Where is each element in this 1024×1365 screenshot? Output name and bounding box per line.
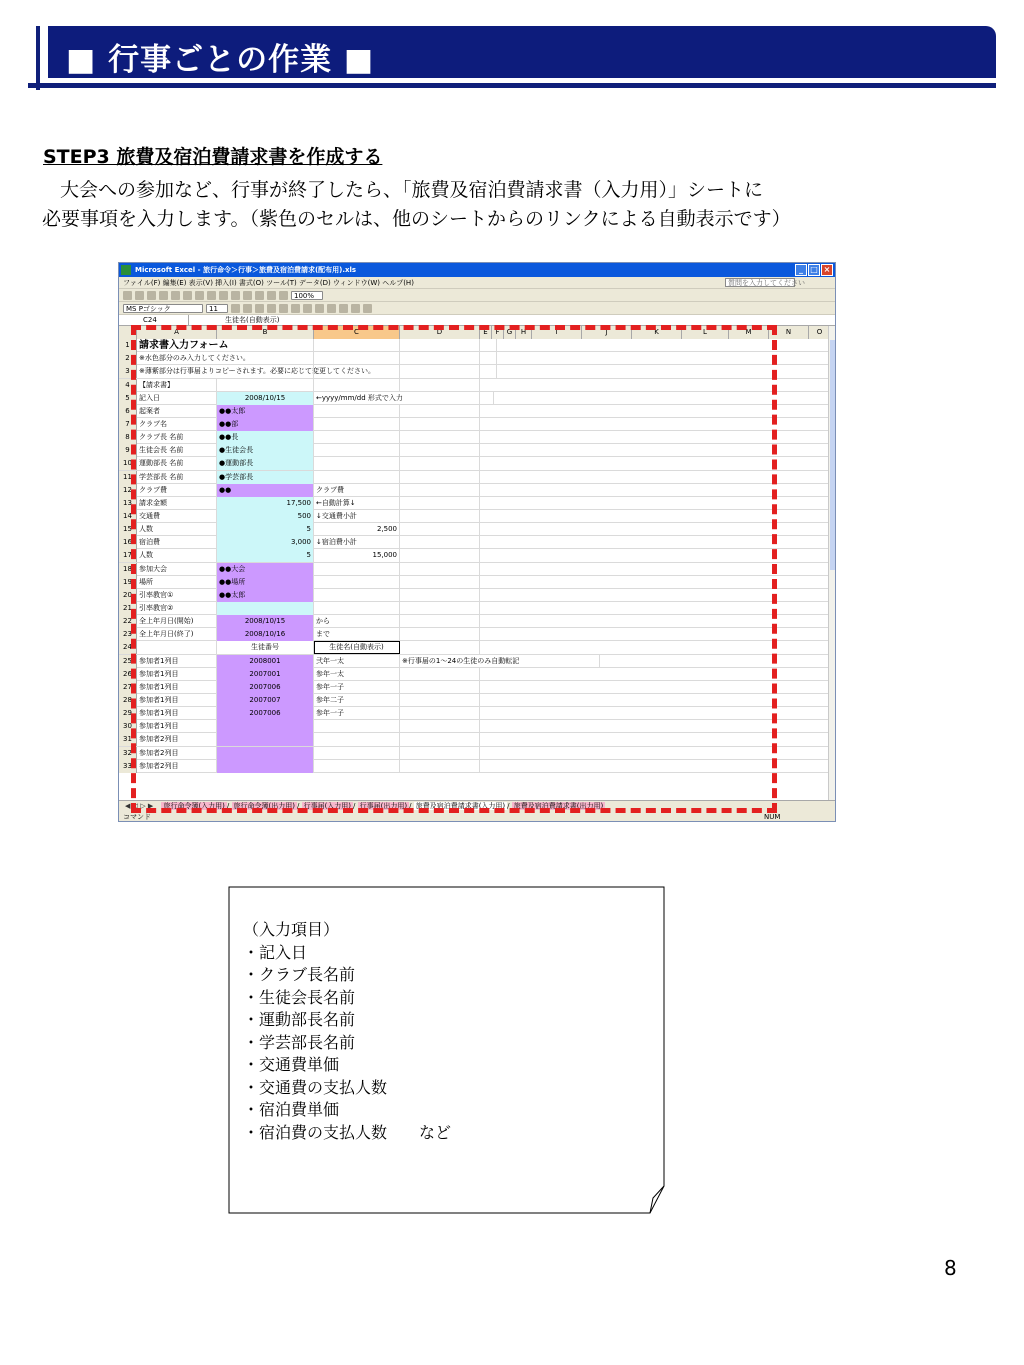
note-item: ・交通費単価	[243, 1055, 340, 1074]
cell-d[interactable]	[400, 523, 480, 536]
print-icon[interactable]	[159, 291, 168, 300]
help-search-input[interactable]: 質問を入力してください	[725, 278, 795, 287]
cell-d[interactable]	[400, 668, 480, 681]
cell-d[interactable]	[400, 747, 480, 760]
cell-d[interactable]	[400, 405, 480, 418]
cell-c[interactable]	[314, 379, 400, 392]
note-item: ・記入日	[243, 942, 308, 962]
table-row	[119, 707, 831, 720]
column-header[interactable]: H	[516, 326, 532, 339]
table-row	[119, 523, 831, 536]
row-number[interactable]: 26	[119, 668, 137, 681]
cell-c[interactable]	[314, 720, 400, 733]
cell-c[interactable]: クラブ費	[314, 484, 400, 497]
table-row	[119, 681, 831, 694]
status-mode: コマンド	[123, 813, 151, 821]
cell-a[interactable]: 参加者1列目	[137, 681, 217, 694]
sum-icon[interactable]	[255, 291, 264, 300]
row-number[interactable]: 7	[119, 418, 137, 431]
table-row	[119, 602, 831, 615]
excel-app-icon	[121, 265, 131, 275]
sheet-tab[interactable]: 旅費及宿泊費請求書(出力用)	[513, 802, 604, 810]
row-number[interactable]: 20	[119, 589, 137, 602]
cell-b[interactable]: ●運動部長	[217, 457, 314, 470]
table-row	[119, 628, 831, 641]
cell-c[interactable]	[314, 431, 400, 444]
row-number[interactable]: 32	[119, 747, 137, 760]
step-description	[42, 176, 791, 234]
table-row	[119, 497, 831, 510]
table-row	[119, 536, 831, 549]
cell-d[interactable]	[400, 536, 480, 549]
cell-d[interactable]	[400, 431, 480, 444]
cell-c[interactable]	[314, 563, 400, 576]
table-row	[119, 576, 831, 589]
minimize-icon[interactable]: _	[795, 264, 807, 276]
cell-b[interactable]: 5	[217, 549, 314, 562]
undo-icon[interactable]	[231, 291, 240, 300]
note-heading: （入力項目）	[243, 920, 340, 939]
cell-c[interactable]: ↓宿泊費小計	[314, 536, 400, 549]
note-item: ・学芸部長名前	[243, 1032, 356, 1052]
highlight-frame-left	[131, 325, 136, 813]
note-item: ・クラブ長名前	[243, 965, 356, 984]
note-item: ・宿泊費単価	[243, 1100, 340, 1119]
description-line-2: 必要事項を入力します。（紫色のセルは、他のシートからのリンクによる自動表示です）	[42, 208, 791, 230]
fill-color-icon[interactable]	[351, 304, 360, 313]
cell-d[interactable]	[400, 444, 480, 457]
cell-c[interactable]	[314, 418, 400, 431]
cell-b[interactable]: 2008/10/15	[217, 615, 314, 628]
cell-a[interactable]: 参加者2列目	[137, 733, 217, 746]
cell-c[interactable]	[314, 576, 400, 589]
save-icon[interactable]	[147, 291, 156, 300]
column-header[interactable]: A	[137, 326, 217, 339]
cell-d[interactable]	[400, 641, 480, 654]
cell-d[interactable]	[400, 418, 480, 431]
cell-b[interactable]: ●生徒会長	[217, 444, 314, 457]
new-icon[interactable]	[123, 291, 132, 300]
merge-icon[interactable]	[303, 304, 312, 313]
row-number[interactable]: 13	[119, 497, 137, 510]
table-row	[119, 760, 831, 773]
table-row	[119, 733, 831, 746]
cell-d[interactable]	[400, 694, 480, 707]
cell-d[interactable]	[400, 720, 480, 733]
cell-d[interactable]	[400, 681, 480, 694]
open-icon[interactable]	[135, 291, 144, 300]
cell-a[interactable]: 参加者2列目	[137, 760, 217, 773]
note-item: ・運動部長名前	[243, 1010, 356, 1029]
cell-d[interactable]	[400, 352, 480, 365]
note-item: ・交通費の支払人数	[243, 1077, 388, 1097]
excel-window-title: Microsoft Excel - 旅行命令＞行事＞旅費及宿泊費請求(配布用).xls	[135, 266, 357, 274]
cell-d[interactable]	[400, 457, 480, 470]
cell-a[interactable]: 【請求書】	[137, 379, 217, 392]
row-number[interactable]: 27	[119, 681, 137, 694]
header-underline	[28, 83, 996, 88]
note-item: ・宿泊費の支払人数 など	[243, 1122, 452, 1142]
cell-b[interactable]: ●●太郎	[217, 405, 314, 418]
cell-c[interactable]	[314, 602, 400, 615]
sheet-tab-active[interactable]: 旅費及宿泊費請求書(入力用)	[415, 802, 506, 810]
header-accent-line	[36, 26, 40, 90]
column-header[interactable]: M	[729, 326, 769, 339]
cell-c[interactable]: ←yyyy/mm/dd 形式で入力	[314, 392, 494, 405]
sort-icon[interactable]	[267, 291, 276, 300]
cell-a[interactable]: 運動部長 名前	[137, 457, 217, 470]
row-number[interactable]: 11	[119, 471, 137, 484]
close-icon[interactable]: ×	[821, 264, 833, 276]
table-row	[119, 457, 831, 470]
column-header[interactable]: N	[769, 326, 809, 339]
step-heading: STEP3 旅費及宿泊費請求書を作成する	[43, 146, 383, 168]
cell-d[interactable]	[400, 602, 480, 615]
cell-a[interactable]: 学芸部長 名前	[137, 471, 217, 484]
cell-a[interactable]: 人数	[137, 523, 217, 536]
font-size-select[interactable]: 11	[206, 304, 228, 313]
cell-a[interactable]: 参加者1列目	[137, 668, 217, 681]
cell-b[interactable]	[217, 379, 314, 392]
cell-a[interactable]: クラブ長 名前	[137, 431, 217, 444]
cell-a[interactable]: 参加者1列目	[137, 720, 217, 733]
cell-c[interactable]	[314, 352, 400, 365]
table-row	[119, 615, 831, 628]
column-header[interactable]: I	[532, 326, 582, 339]
cell-b[interactable]: ●●	[217, 484, 314, 497]
cell-a[interactable]: クラブ費	[137, 484, 217, 497]
cell-a[interactable]: 交通費	[137, 510, 217, 523]
cell-a[interactable]: ※薄紫部分は行事届よりコピーされます。必要に応じて変更してください。	[137, 365, 497, 378]
row-number[interactable]: 22	[119, 615, 137, 628]
cell-a[interactable]	[137, 641, 217, 654]
sheet-tab[interactable]: 旅行命令簿(入力用)	[163, 802, 225, 810]
cell-a[interactable]: 宿泊費	[137, 536, 217, 549]
cell-b[interactable]: 2008/10/15	[217, 392, 314, 405]
border-icon[interactable]	[339, 304, 348, 313]
cell-c[interactable]	[314, 733, 400, 746]
row-number[interactable]: 2	[119, 352, 137, 365]
sheet-tab[interactable]: 行事届(入力用)	[303, 802, 352, 810]
cell-c[interactable]: から	[314, 615, 400, 628]
cell-d[interactable]	[400, 615, 480, 628]
table-row	[119, 379, 831, 392]
cell-c[interactable]: 2,500	[314, 523, 400, 536]
excel-menu-bar	[119, 277, 835, 289]
row-number[interactable]: 21	[119, 602, 137, 615]
row-number[interactable]: 9	[119, 444, 137, 457]
cell-d[interactable]	[400, 379, 480, 392]
row-number[interactable]: 6	[119, 405, 137, 418]
table-row	[119, 563, 831, 576]
cell-d[interactable]	[400, 589, 480, 602]
copy-icon[interactable]	[207, 291, 216, 300]
cell-b[interactable]	[217, 352, 314, 365]
currency-icon[interactable]	[315, 304, 324, 313]
cell-c[interactable]	[314, 747, 400, 760]
percent-icon[interactable]	[327, 304, 336, 313]
table-row	[119, 444, 831, 457]
table-row	[119, 510, 831, 523]
table-row	[119, 589, 831, 602]
cell-b[interactable]: ●●長	[217, 431, 314, 444]
cell-a[interactable]: 起案者	[137, 405, 217, 418]
preview-icon[interactable]	[171, 291, 180, 300]
note-text	[243, 919, 451, 1144]
cell-a[interactable]: 生徒会長 名前	[137, 444, 217, 457]
cell-d[interactable]	[400, 549, 480, 562]
standard-toolbar	[119, 289, 835, 302]
cell-b[interactable]: ●●部	[217, 418, 314, 431]
table-row	[119, 471, 831, 484]
font-color-icon[interactable]	[363, 304, 372, 313]
table-row	[119, 365, 831, 378]
cell-c[interactable]: ←自動計算↓	[314, 497, 400, 510]
row-number[interactable]: 10	[119, 457, 137, 470]
cell-d[interactable]	[400, 484, 480, 497]
maximize-icon[interactable]: □	[808, 264, 820, 276]
cell-b[interactable]: ●●太郎	[217, 589, 314, 602]
cell-d[interactable]	[400, 733, 480, 746]
cell-a[interactable]: 記入日	[137, 392, 217, 405]
cell-a[interactable]: 参加者2列目	[137, 747, 217, 760]
cell-b[interactable]: 2008001	[217, 655, 314, 668]
cell-b[interactable]: 2007007	[217, 694, 314, 707]
cell-c[interactable]: 参年一子	[314, 707, 400, 720]
cell-b[interactable]: 5	[217, 523, 314, 536]
cell-c[interactable]: まで	[314, 628, 400, 641]
sheet-rows	[119, 339, 831, 773]
cell-a[interactable]: 人数	[137, 549, 217, 562]
table-row	[119, 720, 831, 733]
cell-d[interactable]	[400, 510, 480, 523]
cell-b[interactable]	[217, 747, 314, 760]
column-header[interactable]: L	[682, 326, 729, 339]
cell-d[interactable]	[400, 497, 480, 510]
cell-c[interactable]: 参年一太	[314, 668, 400, 681]
cell-b[interactable]: 2007006	[217, 681, 314, 694]
page-number: 8	[944, 1256, 957, 1280]
cell-a[interactable]: 全上年月日(終了)	[137, 628, 217, 641]
cell-d[interactable]	[400, 339, 480, 352]
cell-c[interactable]	[314, 760, 400, 773]
cell-b[interactable]	[217, 720, 314, 733]
spreadsheet-grid	[119, 326, 831, 773]
cut-icon[interactable]	[195, 291, 204, 300]
cell-b[interactable]	[217, 760, 314, 773]
cell-d[interactable]	[400, 707, 480, 720]
row-number[interactable]: 16	[119, 536, 137, 549]
cell-d[interactable]	[400, 576, 480, 589]
table-row	[119, 549, 831, 562]
status-num: NUM	[764, 813, 781, 821]
table-row	[119, 352, 831, 365]
cell-d[interactable]	[400, 760, 480, 773]
column-header[interactable]: E	[480, 326, 492, 339]
align-left-icon[interactable]	[267, 304, 276, 313]
cell-b[interactable]: 生徒番号	[217, 641, 314, 654]
cell-c[interactable]	[314, 471, 400, 484]
sheet-tab-bar: ◀ ◁ ▷ ▶ 旅行命令簿(入力用) / 旅行命令簿(出力用) / 行事届(入力用) / 行事届(出力用) / 旅費及宿泊費請求書(入力用) / 旅費及宿泊費請求書(出力用)	[119, 800, 835, 811]
cell-c[interactable]	[314, 365, 400, 378]
highlight-frame-bottom	[131, 808, 777, 813]
description-line-1: 大会への参加など、行事が終了したら、「旅費及宿泊費請求書（入力用）」シートに	[60, 179, 764, 201]
cell-a[interactable]: 全上年月日(開始)	[137, 615, 217, 628]
table-row	[119, 339, 831, 352]
cell-b[interactable]: 17,500	[217, 497, 314, 510]
cell-a[interactable]: ※水色部分のみ入力してください。	[137, 352, 497, 365]
cell-c[interactable]	[314, 444, 400, 457]
cell-c[interactable]: 弐年一太	[314, 655, 400, 668]
note-item: ・生徒会長名前	[243, 987, 356, 1007]
sheet-tab[interactable]: 行事届(出力用)	[359, 802, 408, 810]
table-row	[119, 405, 831, 418]
cell-b[interactable]	[217, 339, 314, 352]
table-row	[119, 747, 831, 760]
cell-c[interactable]: 参年二子	[314, 694, 400, 707]
cell-b[interactable]: 2007006	[217, 707, 314, 720]
table-row	[119, 655, 831, 668]
row-number[interactable]: 4	[119, 379, 137, 392]
cell-b[interactable]	[217, 733, 314, 746]
cell-a[interactable]: 引率教官①	[137, 589, 217, 602]
cell-c[interactable]	[314, 589, 400, 602]
excel-window	[118, 262, 836, 822]
cell-d[interactable]	[400, 471, 480, 484]
table-row	[119, 418, 831, 431]
cell-c[interactable]: 生徒名(自動表示)	[314, 641, 400, 654]
table-row	[119, 668, 831, 681]
cell-a[interactable]: 請求金額	[137, 497, 217, 510]
column-header[interactable]: G	[504, 326, 516, 339]
bold-icon[interactable]	[231, 304, 240, 313]
cell-c[interactable]	[314, 457, 400, 470]
cell-b[interactable]: ●●大会	[217, 563, 314, 576]
underline-icon[interactable]	[255, 304, 264, 313]
column-header[interactable]: D	[400, 326, 480, 339]
cell-b[interactable]	[217, 365, 314, 378]
page-title: ■ 行事ごとの作業 ■	[66, 42, 375, 78]
cell-a[interactable]: 場所	[137, 576, 217, 589]
menu-items[interactable]: ファイル(F) 編集(E) 表示(V) 挿入(I) 書式(O) ツール(T) データ(D) ウィンドウ(W) ヘルプ(H)	[123, 279, 414, 287]
cell-a[interactable]: 参加者1列目	[137, 655, 217, 668]
cell-b[interactable]: 500	[217, 510, 314, 523]
paste-icon[interactable]	[219, 291, 228, 300]
cell-b[interactable]	[217, 602, 314, 615]
table-row	[119, 641, 831, 654]
column-header[interactable]: F	[492, 326, 504, 339]
cell-d[interactable]	[400, 628, 480, 641]
cell-b[interactable]: 2007001	[217, 668, 314, 681]
table-row	[119, 392, 831, 405]
zoom-select[interactable]: 100%	[291, 291, 323, 300]
row-number[interactable]: 18	[119, 563, 137, 576]
align-center-icon[interactable]	[279, 304, 288, 313]
column-header[interactable]: C	[314, 326, 400, 339]
table-row	[119, 431, 831, 444]
spell-icon[interactable]	[183, 291, 192, 300]
window-controls	[795, 264, 833, 276]
cell-a[interactable]: 請求書入力フォーム	[137, 339, 497, 352]
cell-b[interactable]: ●学芸部長	[217, 471, 314, 484]
formula-input[interactable]: 生徒名(自動表示)	[225, 316, 280, 324]
font-name-select[interactable]: MS Pゴシック	[123, 304, 203, 313]
row-number[interactable]: 29	[119, 707, 137, 720]
row-number[interactable]: 28	[119, 694, 137, 707]
column-header[interactable]: K	[632, 326, 682, 339]
row-number[interactable]: 25	[119, 655, 137, 668]
cell-a[interactable]: クラブ名	[137, 418, 217, 431]
row-number[interactable]: 14	[119, 510, 137, 523]
row-number[interactable]: 1	[119, 339, 137, 352]
cell-b[interactable]: ●●場所	[217, 576, 314, 589]
row-number[interactable]: 8	[119, 431, 137, 444]
highlight-frame-top	[131, 325, 777, 330]
name-box[interactable]: C24	[119, 315, 189, 326]
highlight-frame-right	[772, 325, 777, 813]
scroll-thumb[interactable]	[830, 340, 835, 570]
cell-b[interactable]: 3,000	[217, 536, 314, 549]
row-number[interactable]: 15	[119, 523, 137, 536]
row-number[interactable]: 30	[119, 720, 137, 733]
sheet-tab[interactable]: 旅行命令簿(出力用)	[233, 802, 295, 810]
cell-a[interactable]: 参加者1列目	[137, 694, 217, 707]
cell-a[interactable]: 引率教官②	[137, 602, 217, 615]
cell-c[interactable]	[314, 339, 400, 352]
excel-title-bar	[119, 263, 835, 277]
cell-b[interactable]: 2008/10/16	[217, 628, 314, 641]
column-header[interactable]: J	[582, 326, 632, 339]
row-number[interactable]: 33	[119, 760, 137, 773]
cell-c[interactable]: ↓交通費小計	[314, 510, 400, 523]
cell-c[interactable]: 参年一子	[314, 681, 400, 694]
cell-d[interactable]	[400, 563, 480, 576]
italic-icon[interactable]	[243, 304, 252, 313]
row-number[interactable]: 23	[119, 628, 137, 641]
table-row	[119, 694, 831, 707]
cell-d[interactable]	[400, 392, 480, 405]
cell-d[interactable]: ※行事届の1～24の生徒のみ自動転記	[400, 655, 600, 668]
cell-c[interactable]: 15,000	[314, 549, 400, 562]
row-number[interactable]: 31	[119, 733, 137, 746]
format-toolbar	[119, 302, 835, 315]
row-number[interactable]: 24	[119, 641, 137, 654]
input-items-note	[228, 886, 665, 1214]
row-number[interactable]: 3	[119, 365, 137, 378]
cell-d[interactable]	[400, 365, 480, 378]
redo-icon[interactable]	[243, 291, 252, 300]
tab-nav-arrows-icon[interactable]: ◀ ◁ ▷ ▶	[125, 802, 154, 810]
column-header[interactable]: B	[217, 326, 314, 339]
cell-a[interactable]: 参加者1列目	[137, 707, 217, 720]
row-number[interactable]: 17	[119, 549, 137, 562]
cell-a[interactable]: 参加大会	[137, 563, 217, 576]
cell-c[interactable]	[314, 405, 400, 418]
align-right-icon[interactable]	[291, 304, 300, 313]
column-header[interactable]: O	[809, 326, 831, 339]
table-row	[119, 484, 831, 497]
vertical-scrollbar[interactable]	[828, 326, 835, 806]
row-number[interactable]: 5	[119, 392, 137, 405]
row-number[interactable]: 19	[119, 576, 137, 589]
chart-icon[interactable]	[279, 291, 288, 300]
row-number[interactable]: 12	[119, 484, 137, 497]
